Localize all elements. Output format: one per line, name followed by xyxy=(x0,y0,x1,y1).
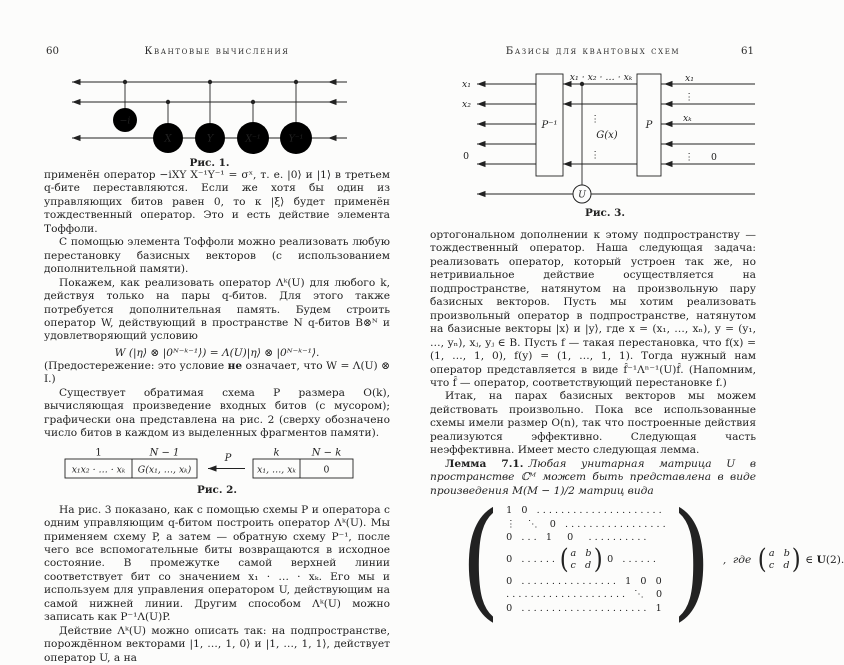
fig2-cell-inputs: x₁, …, xₖ xyxy=(257,464,296,476)
page-number: 61 xyxy=(741,46,754,57)
paragraph-scheme-p: Существует обратимая схема P размера O(k), вычисляющая произведение входных битов (с мусором); графически она представлена на рис. 2 (сверху обозначено число битов в каждом из выделенных фрагментов памяти). xyxy=(44,386,390,440)
inner-paren-right: ) xyxy=(791,543,801,575)
fig2-cell-product: x₁x₂ · … · xₖ xyxy=(71,464,126,476)
matrix-row-right: 0 . . . . . . xyxy=(607,553,656,565)
lemma-statement: Любая унитарная матрица U в пространстве ℂᴹ может быть представлена в виде произведения M(M − 1)/2 матриц вида xyxy=(430,457,756,497)
paragraph-basis-pairs: Итак, на парах базисных векторов мы можем действовать произвольно. Пока все использованные схемы имели размер O(n), так что построенные действия реализуются эффективно. Следующая часть неэффективна. Имеет место следующая лемма. xyxy=(430,390,756,457)
inner-2x2-matrix xyxy=(757,543,801,575)
fig3-right-wires xyxy=(661,84,755,164)
paragraph-orthogonal: ортогональном дополнении к этому подпространству — тождественный оператор. Наша следующая задача: реализовать оператор, который устроен так же, но нетривиальное действие осуществляется на подпространстве, натянутом на произвольную пару базисных векторов. Пусть мы хотим реализовать произвольный оператор в подпространстве, натянутом на базисные векторы |x⟩ и |y⟩, где x = (x₁, …, xₙ), y = (y₁, …, yₙ), xⱼ, yⱼ ∈ B. Пусть f — такая перестановка, что f(x) = (1, …, 1, 0), f(y) = (1, …, 1, 1). Тогда нужный нам оператор представляется в виде f̂⁻¹Λⁿ⁻¹(U)f̂. (Напомним, что f̂ — оператор, соответствующий перестановке f.) xyxy=(430,229,756,389)
fig1-quantum-circuit xyxy=(67,70,352,156)
running-title: Квантовые вычисления xyxy=(144,46,290,57)
fig3-label-zero-right: 0 xyxy=(711,152,717,163)
matrix-big-paren-right: ) xyxy=(671,485,711,633)
paragraph-operator-w: Покажем, как реализовать оператор Λᵏ(U) для любого k, действуя только на пары q-битов. Для этого также потребуется дополнительная память. Будем строить оператор W, действующий в пространстве N q-битов B⊗ᴺ и удовлетворяющий условию xyxy=(44,276,390,343)
unitary-group-u: U xyxy=(816,553,826,566)
where-text: , где xyxy=(722,553,752,566)
left-page xyxy=(44,46,390,665)
inner-paren-left: ( xyxy=(559,543,569,575)
unitary-group-arg: (2). xyxy=(825,553,844,566)
fig3-caption: Рис. 3. xyxy=(585,207,625,219)
gate-x-label: X xyxy=(164,133,172,145)
gate-y-inverse-label: Y⁻¹ xyxy=(288,133,304,145)
fig2-label-1: 1 xyxy=(95,447,102,459)
fig2-memory-diagram xyxy=(44,447,390,483)
caution-text: (Предостережение: это условие xyxy=(44,359,228,372)
caution-text-tail: означает, что W = Λ(U) ⊗ I.) xyxy=(44,359,390,386)
fig3-label-xk-right: xₖ xyxy=(683,113,692,124)
inner-2x2-matrix xyxy=(559,543,603,575)
display-formula-w: W (|η⟩ ⊗ |0ᴺ⁻ᵏ⁻¹⟩) = Λ(U)|η⟩ ⊗ |0ᴺ⁻ᵏ⁻¹⟩. xyxy=(114,346,320,359)
fig2-label-n-minus-1: N − 1 xyxy=(149,447,180,459)
control-dots xyxy=(123,80,298,104)
gate-y-label: Y xyxy=(206,133,214,145)
matrix-row: 0 . . . . . . . . . . . . . . . . . . . . . 1 xyxy=(506,602,662,614)
fig3-lambda-circuit xyxy=(455,72,755,206)
lemma-matrix-equation xyxy=(456,485,844,633)
paragraph-toffoli-action: применён оператор −iXY X⁻¹Y⁻¹ = σˣ, т. е. |0⟩ и |1⟩ в третьем q-бите переставляются. Если же хотя бы один из управляющих битов равен 0, то к |ξ⟩ будет применён тождественный оператор. Это и есть действие элемента Тоффоли. xyxy=(44,169,390,235)
fig3-label-x2-left: x₂ xyxy=(462,99,471,110)
matrix-row-block xyxy=(506,545,665,575)
left-page-header xyxy=(44,46,390,62)
fig3-dots-upper: ⋮ xyxy=(590,114,600,125)
fig2-label-k: k xyxy=(273,447,280,459)
fig3-middle-wires xyxy=(563,84,637,164)
where-clause xyxy=(722,543,844,575)
fig3-dots-lower: ⋮ xyxy=(590,150,600,161)
matrix-row: 0 . . . 1 0 . . . . . . . . . . xyxy=(506,532,647,544)
control-lines xyxy=(125,82,296,123)
fig3-dots-right-upper: ⋮ xyxy=(684,92,694,103)
matrix-row: . . . . . . . . . . . . . . . . . . . . ⋱ 0 xyxy=(506,589,663,601)
fig3-label-gx: G(x) xyxy=(596,130,618,141)
fig2-cell-garbage: G(x₁, …, xₖ) xyxy=(137,464,192,476)
fig3-label-product: x₁ · x₂ · … · xₖ xyxy=(569,72,633,83)
matrix-rows xyxy=(506,504,665,615)
fig1-caption: Рис. 1. xyxy=(189,157,230,169)
fig2-arrow-label-p: P xyxy=(224,452,232,464)
gate-x-inverse-label: X⁻¹ xyxy=(245,133,261,145)
caution-emphasis: не xyxy=(227,359,243,372)
page-number: 60 xyxy=(46,46,59,57)
gates xyxy=(113,108,312,154)
where-membership xyxy=(805,554,844,566)
matrix-big-paren-left: ( xyxy=(460,485,501,633)
matrix-row: 0 . . . . . . . . . . . . . . . . 1 0 0 xyxy=(506,575,662,587)
fig3-label-x1-right: x₁ xyxy=(685,73,694,84)
right-page xyxy=(430,46,844,633)
fig2-label-n-minus-k: N − k xyxy=(311,447,342,459)
matrix-row: 1 0 . . . . . . . . . . . . . . . . . . . . . xyxy=(506,505,662,517)
lemma-label: Лемма 7.1. xyxy=(445,457,524,470)
matrix-row-left: 0 . . . . . . xyxy=(506,553,555,565)
inner-paren-left: ( xyxy=(758,543,768,575)
gate-minus-i-label: −i xyxy=(119,115,131,127)
gate-u-label: U xyxy=(578,189,586,201)
paragraph-permutation: С помощью элемента Тоффоли можно реализовать любую перестановку базисных векторов (с использованием дополнительной памяти). xyxy=(44,236,390,276)
fig2-caption: Рис. 2. xyxy=(197,483,237,496)
fig2-cell-zero: 0 xyxy=(323,464,330,476)
paragraph-lambda-action: Действие Λᵏ(U) можно описать так: на подпространстве, порождённом векторами |1, …, 1, 0⟩ и |1, …, 1, 1⟩, действует оператор U, а на xyxy=(44,624,390,664)
paragraph-fig3-explained: На рис. 3 показано, как с помощью схемы P и оператора с одним управляющим q-битом построить оператор Λᵏ(U). Мы применяем схему P, а затем — обратную схему P⁻¹, после чего все вспомогательные биты возвращаются в исходное состояние. В промежутке самой верхней линии соответствует бит со значением x₁ · … · xₖ. Его мы и используем для управления оператором U, действующим на самой нижней линии. Другим способом Λᵏ(U) можно записать как P⁻¹Λ(U)P. xyxy=(44,503,390,624)
inner-row-cd: c d xyxy=(570,559,592,571)
fig3-box-p-inverse-label: P⁻¹ xyxy=(541,120,558,131)
inner-paren-right: ) xyxy=(593,543,603,575)
running-title: Базисы для квантовых схем xyxy=(505,46,681,57)
inner-row-ab: a b xyxy=(768,548,790,560)
right-page-header xyxy=(430,46,756,62)
paragraph-caution xyxy=(44,360,390,387)
inner-row-cd: c d xyxy=(768,559,790,571)
fig3-dots-right-lower: ⋮ xyxy=(684,152,694,163)
fig3-label-x1-left: x₁ xyxy=(462,79,471,90)
matrix-row: ⋮ ⋱ 0 . . . . . . . . . . . . . . . . . xyxy=(506,518,666,530)
fig3-box-p-label: P xyxy=(645,120,653,131)
fig3-left-wires xyxy=(477,84,536,164)
element-of: ∈ xyxy=(805,553,817,566)
fig3-label-zero-left: 0 xyxy=(463,151,469,162)
inner-row-ab: a b xyxy=(570,548,592,560)
